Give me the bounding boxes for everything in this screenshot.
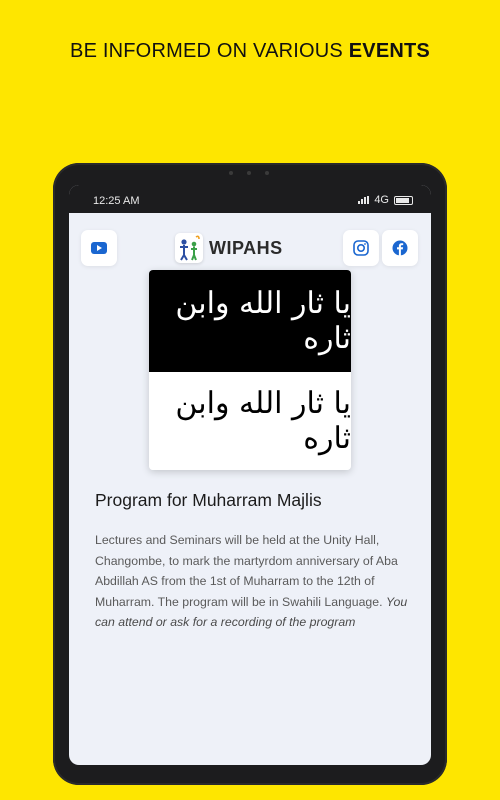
instagram-icon (353, 240, 369, 256)
youtube-icon (91, 242, 107, 254)
battery-icon (394, 196, 413, 205)
status-indicators (358, 194, 413, 206)
status-bar (69, 185, 431, 213)
youtube-button[interactable] (81, 230, 117, 266)
logo-mark-icon (175, 233, 203, 263)
banner-calligraphy-dark: يا ثار الله وابن ثاره (175, 386, 351, 456)
app-name: WIPAHS (209, 237, 283, 258)
instagram-button[interactable] (343, 230, 379, 266)
banner-light-panel (149, 372, 351, 470)
facebook-button[interactable] (382, 230, 418, 266)
status-time: 12:25 AM (93, 195, 140, 207)
app-screen (69, 185, 431, 765)
headline-prefix: BE INFORMED ON VARIOUS (70, 40, 349, 62)
event-note: You can attend or ask for a recording of the program (95, 594, 408, 629)
network-label: 4G (374, 194, 389, 206)
event-banner-image (149, 270, 351, 470)
banner-dark-panel (149, 270, 351, 372)
promo-headline (0, 40, 500, 63)
tablet-frame (53, 163, 447, 785)
event-title: Program for Muharram Majlis (95, 490, 322, 510)
event-description (95, 530, 415, 633)
event-description-text: Lectures and Seminars will be held at the Unity Hall, Changombe, to mark the martyrdom anniversary of Aba Abdillah AS from the 1st of Muharram to the 12th of Muharram. The program will be in Swahili Language. (95, 533, 398, 609)
banner-calligraphy-light: يا ثار الله وابن ثاره (175, 286, 351, 356)
headline-bold: EVENTS (348, 40, 430, 62)
camera-dots (223, 169, 277, 177)
facebook-icon (392, 240, 408, 256)
signal-icon (358, 196, 369, 204)
app-logo (175, 233, 283, 263)
